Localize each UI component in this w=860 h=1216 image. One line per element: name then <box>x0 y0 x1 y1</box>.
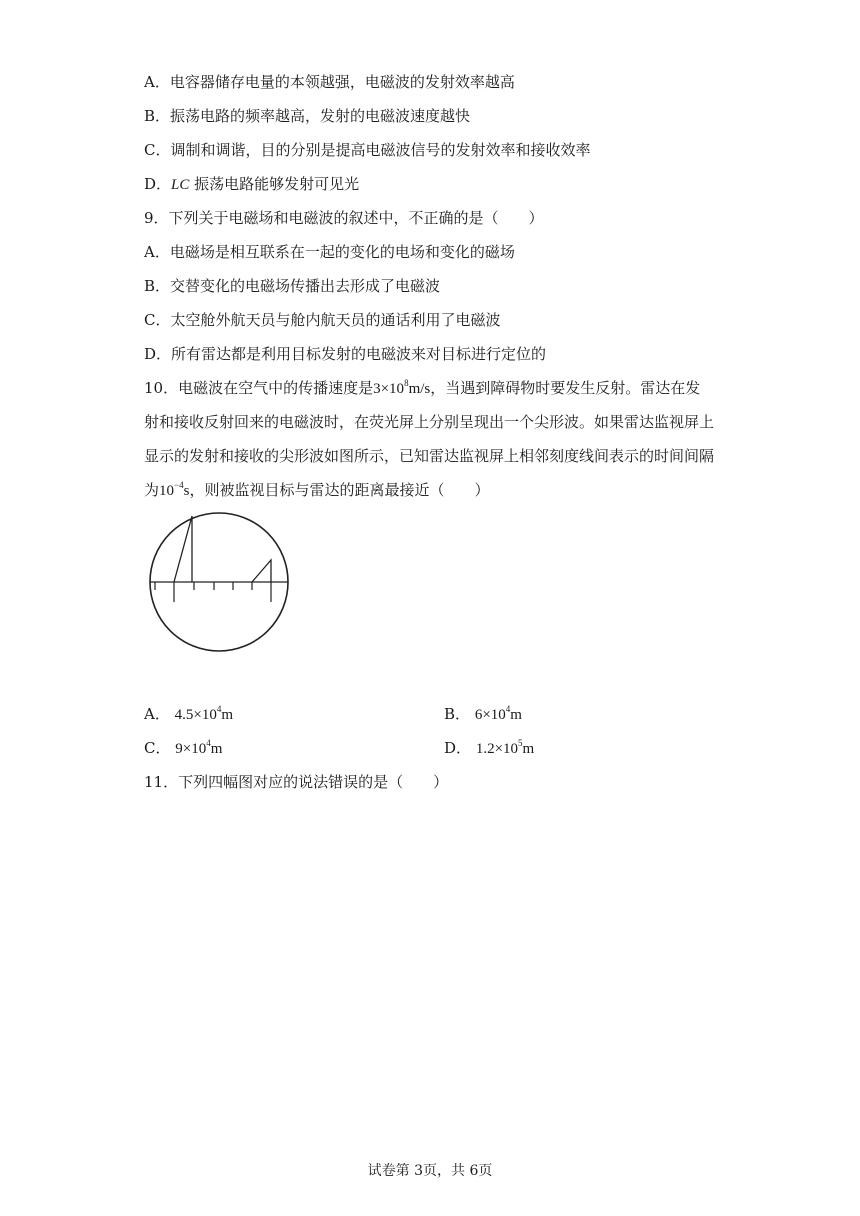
q8-option-d-text: 振荡电路能够发射可见光 <box>194 175 360 193</box>
q9-option-c: C．太空舱外航天员与舱内航天员的通话利用了电磁波 <box>144 311 501 329</box>
time-interval: $10^{-4}s$ <box>159 480 190 499</box>
q10-stem-line-3: 显示的发射和接收的尖形波如图所示，已知雷达监视屏上相邻刻度线间表示的时间间隔 <box>144 447 715 465</box>
q10-option-a: A． $4.5\times 10^4m$ <box>144 704 234 723</box>
q9-stem: 9．下列关于电磁场和电磁波的叙述中，不正确的是（ ） <box>144 209 544 227</box>
q10-stem-line-1 <box>144 378 700 399</box>
q8-option-a: A．电容器储存电量的本领越强，电磁波的发射效率越高 <box>144 73 515 91</box>
q10-option-c: C． $9\times 10^4m$ <box>144 738 223 757</box>
radar-screen-diagram <box>144 512 294 654</box>
q9-option-b: B．交替变化的电磁场传播出去形成了电磁波 <box>144 277 441 295</box>
wave-speed: $3\times 10^8m/s$ <box>373 378 431 397</box>
transmitted-pulse <box>174 516 192 582</box>
q9-option-d: D．所有雷达都是利用目标发射的电磁波来对目标进行定位的 <box>144 345 547 363</box>
lc-symbol: LC <box>171 177 190 193</box>
q10-stem-line-4: 为$10^{-4}s$，则被监视目标与雷达的距离最接近（ ） <box>144 480 490 499</box>
received-pulse <box>252 560 271 582</box>
q8-option-b: B．振荡电路的频率越高，发射的电磁波速度越快 <box>144 107 471 125</box>
q10-option-d: D． $1.2\times 10^5m$ <box>444 738 535 757</box>
q9-option-a: A．电磁场是相互联系在一起的变化的电场和变化的磁场 <box>144 243 515 261</box>
q8-option-d <box>144 174 359 195</box>
q10-option-b: B． $6\times 10^4m$ <box>444 704 522 723</box>
page-footer: 试卷第 3页，共 6页 <box>367 1163 493 1179</box>
q8-option-c: C．调制和调谐，目的分别是提高电磁波信号的发射效率和接收效率 <box>144 141 591 159</box>
q11-stem: 11．下列四幅图对应的说法错误的是（ ） <box>144 773 449 791</box>
q10-stem-line-2: 射和接收反射回来的电磁波时，在荧光屏上分别呈现出一个尖形波。如果雷达监视屏上 <box>144 413 715 431</box>
q8-option-d-label: D． <box>144 175 172 193</box>
q10-text: ，当遇到障碍物时要发生反射。雷达在发 <box>430 379 701 397</box>
q10-text: 10．电磁波在空气中的传播速度是 <box>144 379 374 397</box>
